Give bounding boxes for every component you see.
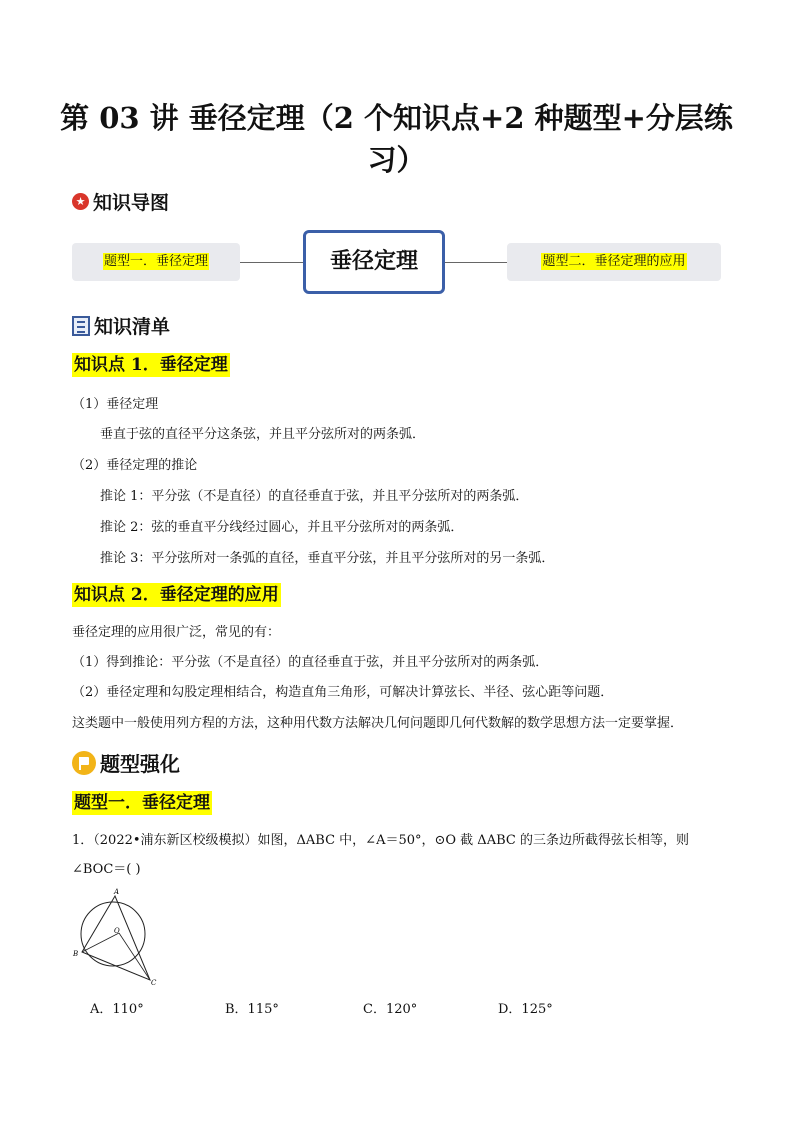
list-icon: [72, 316, 90, 336]
figure-label-a: A: [114, 888, 120, 896]
figure-circle: [81, 902, 145, 966]
mindmap-right-node: [507, 243, 721, 281]
point1-corollary1: 推论 1：平分弦（不是直径）的直径垂直于弦，并且平分弦所对的两条弧．: [100, 489, 529, 504]
q1-option-a: A．110°: [90, 1002, 144, 1017]
mindmap-heading-text: 知识导图: [93, 192, 170, 214]
q1-line2: ∠BOC＝( ): [72, 862, 141, 877]
practice-heading: [72, 748, 180, 777]
point1-sub1: （1）垂径定理: [72, 397, 159, 412]
figure-label-b: B: [73, 950, 79, 958]
point1-sub2: （2）垂径定理的推论: [72, 458, 198, 473]
mindmap-right-connector: [445, 262, 507, 263]
page-title-line1: 第 03 讲 垂径定理（2 个知识点+2 种题型+分层练: [60, 101, 733, 135]
figure-segment-oc: [119, 933, 150, 980]
figure-triangle: [82, 896, 150, 980]
point2-intro: 垂径定理的应用很广泛，常见的有：: [72, 625, 281, 640]
q1-line1: 1．（2022•浦东新区校级模拟）如图，ΔABC 中，∠A＝50°，⊙O 截 ΔABC 的三条边所截得弦长相等，则: [72, 833, 689, 848]
point2-summary: 这类题中一般使用列方程的方法，这种用代数方法解决几何问题即几何代数解的数学思想方法一定要掌握．: [72, 716, 684, 731]
point2-item2: （2）垂径定理和勾股定理相结合，构造直角三角形，可解决计算弦长、半径、弦心距等问题．: [72, 685, 614, 700]
point1-corollary2: 推论 2：弦的垂直平分线经过圆心，并且平分弦所对的两条弧．: [100, 520, 464, 535]
mindmap-right-label: 题型二．垂径定理的应用: [542, 254, 686, 269]
mindmap-left-label: 题型一．垂径定理: [103, 254, 208, 269]
knowledge-heading-text: 知识清单: [94, 316, 171, 338]
q1-option-c: C．120°: [363, 1002, 418, 1017]
point1-sub1-text: 垂直于弦的直径平分这条弦，并且平分弦所对的两条弧．: [100, 427, 426, 442]
point1-title: 知识点 1．垂径定理: [74, 355, 228, 375]
mindmap-left-node: [72, 243, 240, 281]
mindmap-left-connector: [240, 262, 304, 263]
page-title-line2: 习）: [367, 143, 426, 177]
q1-figure: [70, 886, 160, 986]
figure-label-o: O: [114, 927, 120, 935]
q1-option-b: B．115°: [225, 1002, 279, 1017]
practice-heading-text: 题型强化: [100, 752, 180, 776]
point2-item1: （1）得到推论：平分弦（不是直径）的直径垂直于弦，并且平分弦所对的两条弧．: [72, 655, 549, 670]
flag-icon: [72, 751, 96, 775]
knowledge-heading: [72, 312, 170, 339]
mindmap-center-node: 垂径定理: [303, 230, 445, 294]
point1-corollary3: 推论 3：平分弦所对一条弧的直径，垂直平分弦，并且平分弦所对的另一条弧．: [100, 551, 555, 566]
figure-label-c: C: [151, 979, 157, 986]
type1-title: 题型一．垂径定理: [74, 793, 210, 813]
q1-option-d: D．125°: [498, 1002, 553, 1017]
mindmap-heading: [72, 188, 169, 215]
point2-title: 知识点 2．垂径定理的应用: [74, 585, 279, 605]
star-icon: ★: [72, 193, 89, 210]
